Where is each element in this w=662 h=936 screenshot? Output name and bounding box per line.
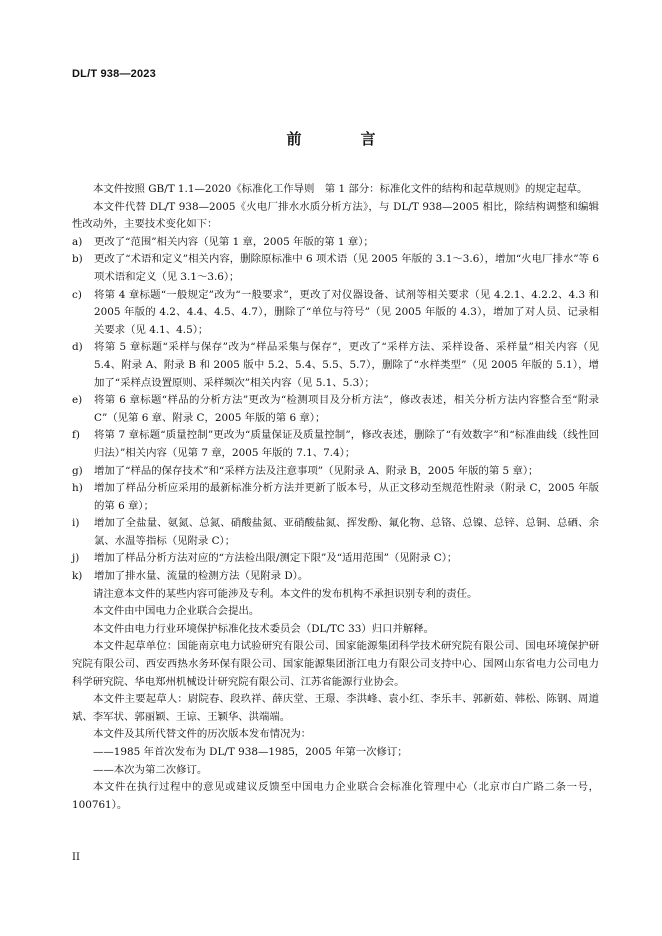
change-item: [72, 480, 599, 515]
change-marker: k): [72, 570, 83, 583]
feedback-statement: 本文件在执行过程中的意见或建议反馈至中国电力企业联合会标准化管理中心（北京市白广路二条一号，100761）。: [72, 781, 599, 811]
change-text: 增加了样品分析应采用的最新标准分析方法并更新了版本号，从正文移动至规范性附录（附录 C，2005 年版的第 6 章）；: [94, 482, 599, 512]
change-text: 增加了“样品的保存技术”和“采样方法及注意事项”（见附录 A、附录 B，2005 年版的第 5 章）；: [94, 464, 539, 477]
change-text: 将第 6 章标题“样品的分析方法”更改为“检测项目及分析方法”，修改表述，相关分析方法内容整合至“附录 C”（见第 6 章、附录 C，2005 年版的第 6 章）；: [94, 394, 599, 424]
change-marker: a): [72, 235, 83, 248]
change-marker: b): [72, 253, 83, 266]
foreword-body: [72, 181, 599, 814]
version-history-item: ——1985 年首次发布为 DL/T 938—1985，2005 年第一次修订；: [93, 746, 408, 758]
committee-statement: 本文件由电力行业环境保护标准化技术委员会（DL/TC 33）归口并解释。: [93, 622, 435, 635]
change-marker: e): [72, 394, 83, 407]
change-marker: i): [72, 517, 80, 530]
change-marker: j): [72, 552, 80, 565]
drafters: 本文件主要起草人：尉院春、段玖祥、薛庆堂、王璟、李洪峰、袁小红、李乐丰、郭新茹、韩松、陈钢、周道斌、李军状、郭丽颖、王谅、王颖华、洪端端。: [72, 693, 599, 723]
drafting-organizations: 本文件起草单位：国能南京电力试验研究有限公司、国家能源集团科学技术研究院有限公司、国电环境保护研究院有限公司、西安西热水务环保有限公司、国家能源集团浙江电力有限公司支持中心、国网山东省电力公司电力科学研究院、华电郑州机械设计研究院有限公司、江苏省能源行业协会。: [72, 640, 599, 688]
page-title: 前 言: [286, 130, 398, 148]
change-marker: c): [72, 288, 82, 301]
change-item: [72, 392, 599, 427]
change-item: [72, 427, 599, 462]
change-marker: h): [72, 482, 83, 495]
change-text: 更改了“术语和定义”相关内容，删除原标准中 6 项术语（见 2005 年版的 3.1～3.6），增加“火电厂排水”等 6 项术语和定义（见 3.1～3.6）；: [94, 253, 599, 283]
change-item: [72, 568, 599, 586]
change-item: [72, 463, 599, 481]
intro-paragraph: 本文件按照 GB/T 1.1—2020《标准化工作导则 第 1 部分：标准化文件的结构和起草规则》的规定起草。: [93, 183, 588, 195]
change-marker: g): [72, 464, 83, 477]
change-item: [72, 339, 599, 392]
change-marker: f): [72, 429, 80, 442]
change-text: 增加了排水量、流量的检测方法（见附录 D）。: [94, 570, 309, 583]
version-history-intro: 本文件及其所代替文件的历次版本发布情况为：: [93, 728, 312, 741]
change-text: 更改了“范围”相关内容（见第 1 章，2005 年版的第 1 章）；: [94, 235, 374, 248]
change-text: 增加了全盐量、氨氮、总氮、硝酸盐氮、亚硝酸盐氮、挥发酚、氟化物、总铬、总镍、总锌、总铜、总硒、余氯、水温等指标（见附录 C）；: [94, 517, 599, 547]
change-text: 将第 4 章标题“一般规定”改为“一般要求”，更改了对仪器设备、试剂等相关要求（见 4.2.1、4.2.2、4.3 和 2005 年版的 4.2、4.4、4.5、4.7），删除了“单位与符号”（见 2005 年版的 4.3），增加了对人员、记录相关要求（见 4.1、4.5）；: [94, 288, 599, 336]
patent-notice: 请注意本文件的某些内容可能涉及专利。本文件的发布机构不承担识别专利的责任。: [93, 587, 478, 600]
intro-paragraph: 本文件代替 DL/T 938—2005《火电厂排水水质分析方法》，与 DL/T 938—2005 相比，除结构调整和编辑性改动外，主要技术变化如下：: [72, 200, 599, 231]
change-text: 增加了样品分析方法对应的“方法检出限/测定下限”及“适用范围”（见附录 C）；: [94, 552, 458, 565]
change-text: 将第 7 章标题“质量控制”更改为“质量保证及质量控制”，修改表述，删除了“有效数字”和“标准曲线（线性回归法）”相关内容（见第 7 章，2005 年版的 7.1、7.4）；: [94, 429, 599, 459]
change-text: 将第 5 章标题“采样与保存”改为“样品采集与保存”，更改了“采样方法、采样设备、采样量”相关内容（见 5.4、附录 A、附录 B 和 2005 版中 5.2、5.4、5.5、5.7），删除了“水样类型”（见 2005 年版的 5.1），增加了“采样点设置原则、采样频次”相关内容（见 5.1、5.3）；: [94, 341, 599, 389]
document-code-header: DL/T 938—2023: [72, 68, 156, 80]
change-item: [72, 550, 599, 568]
change-item: [72, 515, 599, 550]
change-marker: d): [72, 341, 83, 354]
version-history-item: ——本次为第二次修订。: [93, 763, 208, 776]
page-number: II: [72, 852, 80, 863]
change-item: [72, 234, 599, 252]
change-item: [72, 251, 599, 286]
change-item: [72, 287, 599, 340]
proposer-statement: 本文件由中国电力企业联合会提出。: [93, 605, 260, 618]
